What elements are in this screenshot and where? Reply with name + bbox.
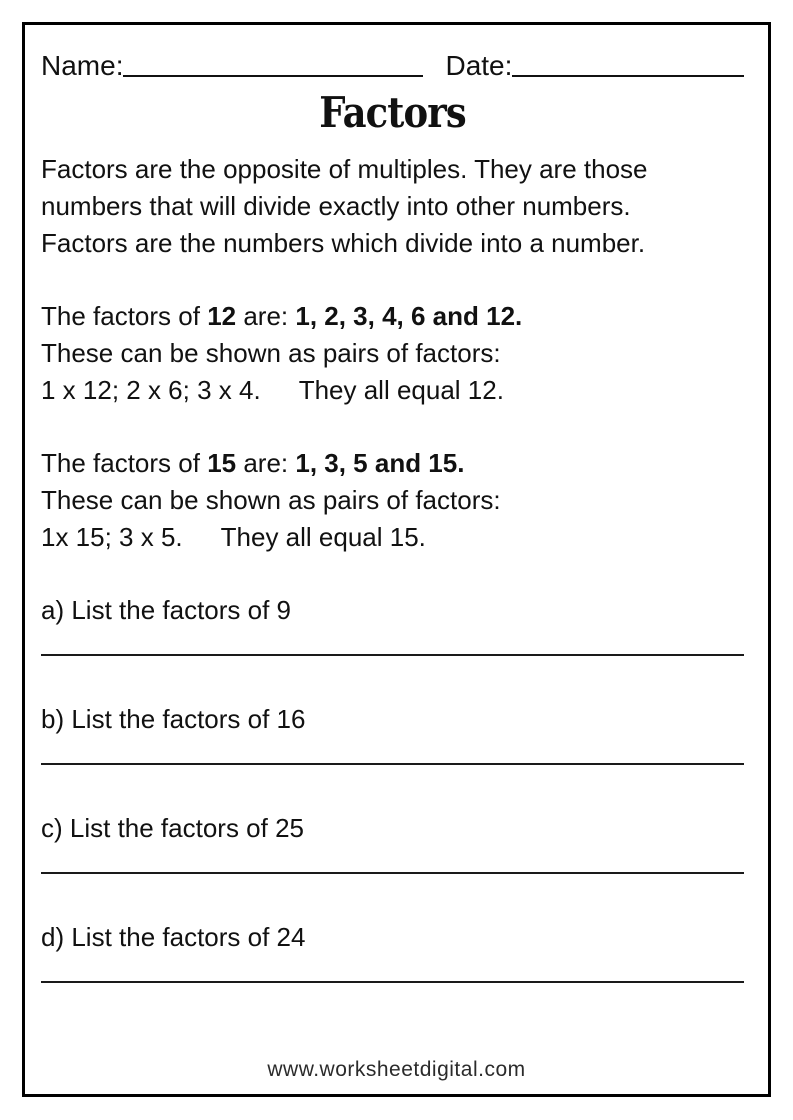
question-b-answer-line[interactable] [41, 763, 744, 765]
question-a [41, 592, 744, 656]
example-15-pairs-intro: These can be shown as pairs of factors: [41, 485, 501, 515]
question-c-text: c) List the factors of 25 [41, 813, 305, 843]
example-12-factor-list: 1, 2, 3, 4, 6 and 12. [295, 301, 523, 331]
example-12-equals-note: They all equal 12. [298, 375, 504, 405]
example-15-factor-list: 1, 3, 5 and 15. [295, 448, 465, 478]
example-15-lead: The factors of [41, 448, 208, 478]
question-a-answer-line[interactable] [41, 654, 744, 656]
example-12-pairs: 1 x 12; 2 x 6; 3 x 4. [41, 375, 261, 405]
question-c-answer-line[interactable] [41, 872, 744, 874]
intro-line-1: Factors are the opposite of multiples. They are those [41, 154, 648, 184]
name-input-line[interactable] [123, 47, 423, 77]
date-label: Date: [445, 50, 513, 81]
example-12-statement [41, 298, 744, 335]
question-b-text: b) List the factors of 16 [41, 704, 306, 734]
example-factors-of-12 [41, 298, 744, 409]
question-a-text: a) List the factors of 9 [41, 595, 292, 625]
name-date-row [41, 49, 744, 83]
example-12-number: 12 [207, 301, 237, 331]
question-d-answer-line[interactable] [41, 981, 744, 983]
example-15-pairs-line [41, 519, 744, 556]
question-d [41, 919, 744, 983]
question-b [41, 701, 744, 765]
intro-line-2: numbers that will divide exactly into other numbers. [41, 191, 631, 221]
date-input-line[interactable] [512, 47, 744, 77]
example-12-pairs-line [41, 372, 744, 409]
example-15-number: 15 [207, 448, 237, 478]
example-12-lead: The factors of [41, 301, 208, 331]
page-title: Factors [319, 88, 466, 137]
example-15-equals-note: They all equal 15. [220, 522, 426, 552]
example-12-mid: are: [236, 301, 296, 331]
footer-url[interactable]: www.worksheetdigital.com [267, 1058, 526, 1081]
question-c [41, 810, 744, 874]
name-label: Name: [41, 50, 124, 81]
example-15-mid: are: [236, 448, 296, 478]
question-d-text: d) List the factors of 24 [41, 922, 306, 952]
worksheet-page [22, 22, 771, 1097]
example-15-pairs: 1x 15; 3 x 5. [41, 522, 183, 552]
intro-line-3: Factors are the numbers which divide into a number. [41, 228, 646, 258]
example-12-pairs-intro: These can be shown as pairs of factors: [41, 338, 501, 368]
intro-paragraph [41, 151, 744, 262]
example-factors-of-15 [41, 445, 744, 556]
example-15-statement [41, 445, 744, 482]
